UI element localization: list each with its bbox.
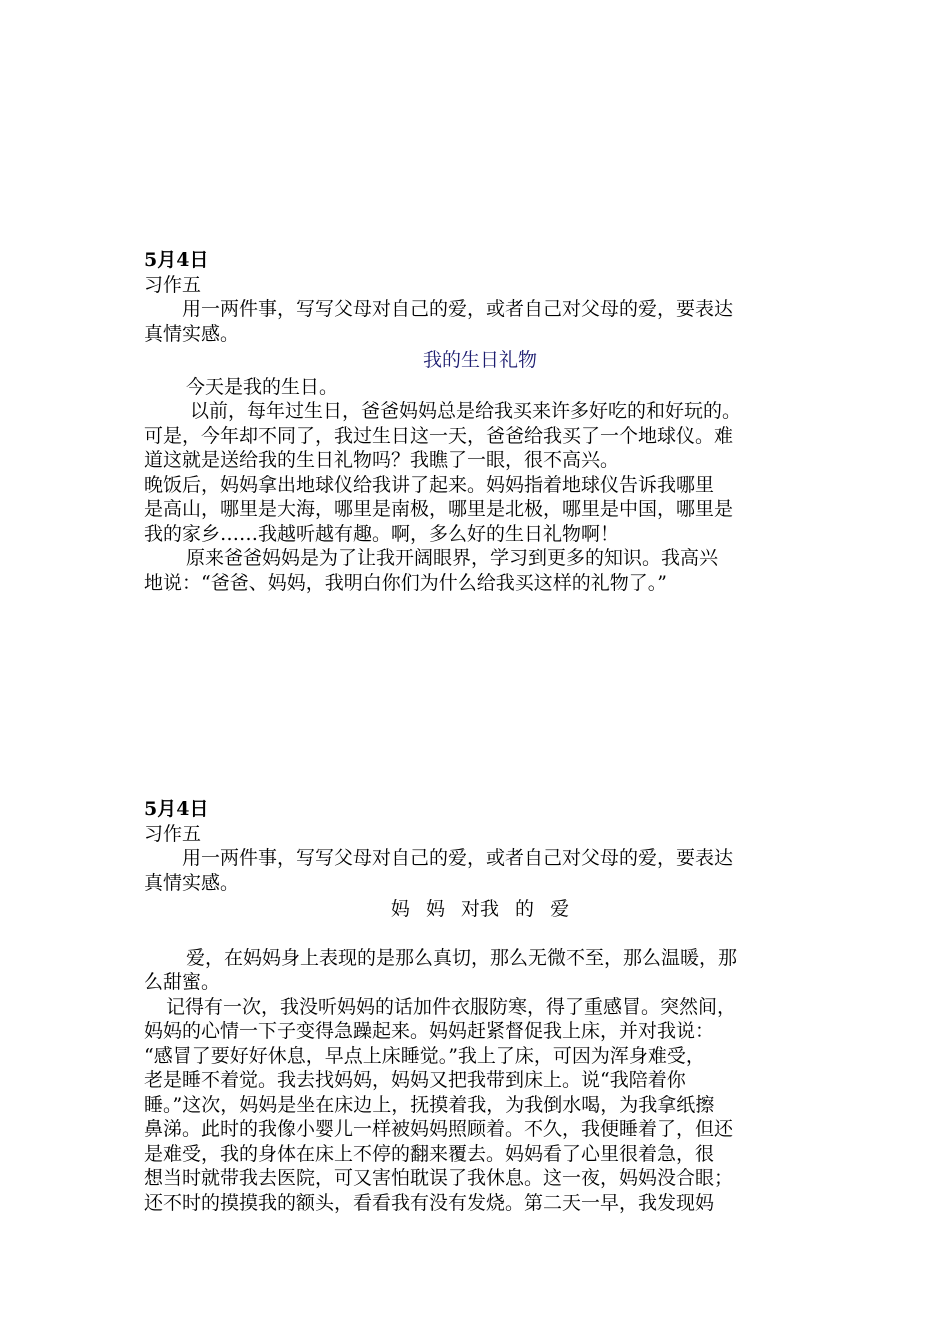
paragraph-line: 今天是我的生日。: [186, 375, 339, 398]
essay-title: 妈 妈 对我 的 爱: [390, 898, 570, 920]
paragraph-line: 地说：“爸爸、妈妈，我明白你们为什么给我买这样的礼物了。”: [144, 571, 667, 594]
paragraph-line: 么甜蜜。: [144, 971, 221, 993]
paragraph-line: 睡。”这次，妈妈是坐在床边上，抚摸着我，为我倒水喝，为我拿纸擦: [144, 1093, 715, 1116]
prompt-line: 真情实感。: [144, 322, 240, 345]
paragraph-line: 爱，在妈妈身上表现的是那么真切，那么无微不至，那么温暖，那: [186, 946, 738, 969]
document-page-1: [144, 248, 816, 595]
paragraph-line: 原来爸爸妈妈是为了让我开阔眼界，学习到更多的知识。我高兴: [186, 547, 719, 569]
prompt-line: 真情实感。: [144, 871, 240, 894]
paragraph-line: 道这就是送给我的生日礼物吗？我瞧了一眼，很不高兴。: [144, 449, 620, 471]
assignment-label: 习作五: [144, 822, 202, 845]
date-line: 5月4日: [144, 249, 209, 271]
document-page-2: [144, 797, 816, 1215]
date-line: 5月4日: [144, 798, 209, 820]
paragraph-line: “感冒了要好好休息，早点上床睡觉。”我上了床，可因为浑身难受，: [144, 1044, 705, 1067]
paragraph-line: 晚饭后，妈妈拿出地球仪给我讲了起来。妈妈指着地球仪告诉我哪里: [144, 473, 715, 496]
paragraph-line: 鼻涕。此时的我像小婴儿一样被妈妈照顾着。不久，我便睡着了，但还: [144, 1118, 734, 1140]
paragraph-line: 想当时就带我去医院，可又害怕耽误了我休息。这一夜，妈妈没合眼；: [144, 1167, 734, 1189]
assignment-label: 习作五: [144, 273, 202, 296]
paragraph-line: 还不时的摸摸我的额头，看看我有没有发烧。第二天一早，我发现妈: [144, 1191, 715, 1214]
paragraph-line: 妈妈的心情一下子变得急躁起来。妈妈赶紧督促我上床，并对我说：: [144, 1020, 715, 1042]
paragraph-line: 老是睡不着觉。我去找妈妈，妈妈又把我带到床上。说“我陪着你: [144, 1069, 686, 1091]
paragraph-line: 是高山，哪里是大海，哪里是南极，哪里是北极，哪里是中国，哪里是: [144, 498, 734, 520]
paragraph-line: 是难受，我的身体在床上不停的翻来覆去。妈妈看了心里很着急，很: [144, 1142, 715, 1165]
paragraph-line: 记得有一次，我没听妈妈的话加件衣服防寒，得了重感冒。突然间，: [166, 995, 737, 1018]
paragraph-line: 可是，今年却不同了，我过生日这一天，爸爸给我买了一个地球仪。难: [144, 424, 734, 447]
paragraph-line: 以前，每年过生日，爸爸妈妈总是给我买来许多好吃的和好玩的。: [190, 400, 742, 422]
paragraph-line: 我的家乡……我越听越有趣。啊，多么好的生日礼物啊！: [144, 522, 620, 545]
prompt-line: 用一两件事，写写父母对自己的爱，或者自己对父母的爱，要表达: [182, 298, 734, 320]
essay-title: 我的生日礼物: [422, 349, 537, 371]
prompt-line: 用一两件事，写写父母对自己的爱，或者自己对父母的爱，要表达: [182, 847, 734, 869]
